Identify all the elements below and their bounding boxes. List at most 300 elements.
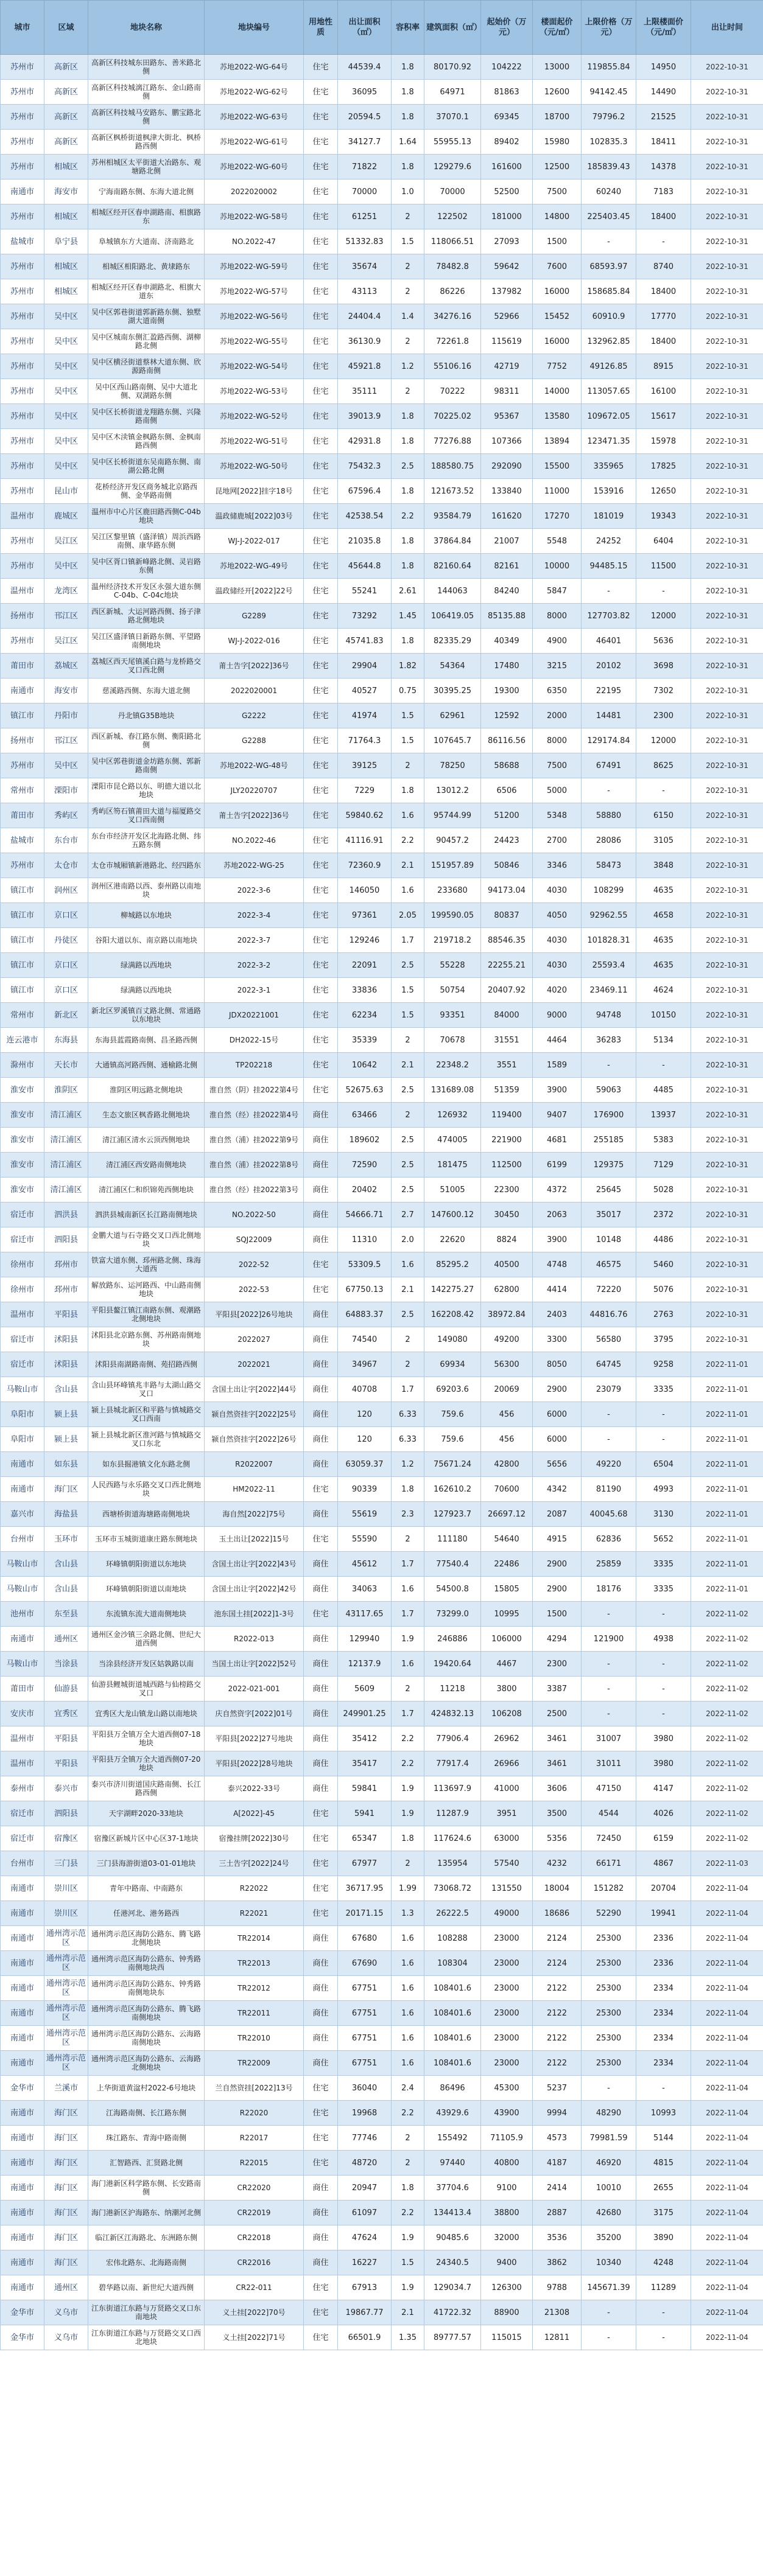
cell-parcel-code: TR22010 [205,2026,304,2051]
cell-plot-ratio: 1.8 [392,80,424,105]
cell-auction-date: 2022-11-04 [691,1901,763,1926]
cell-start-price: 45300 [481,2076,533,2101]
cell-cap-price: 18176 [582,1577,636,1602]
cell-start-price: 26966 [481,1751,533,1776]
cell-floor-start-price: 9788 [533,2275,582,2300]
cell-district: 通州湾示范区 [44,2026,88,2051]
cell-area: 67750.13 [338,1277,392,1302]
cell-auction-date: 2022-10-31 [691,928,763,953]
cell-cap-price: 158685.84 [582,279,636,304]
cell-city: 金华市 [1,2325,44,2350]
cell-floor-start-price: 2124 [533,1926,582,1951]
cell-floor-start-price: 2087 [533,1502,582,1527]
cell-district: 沭阳县 [44,1352,88,1377]
cell-area: 67913 [338,2275,392,2300]
cell-cap-price: 14481 [582,703,636,728]
cell-district: 海门区 [44,1477,88,1502]
cell-start-price: 181000 [481,204,533,229]
cell-cap-price: 123471.35 [582,429,636,454]
cell-city: 南通市 [1,1926,44,1951]
cell-floor-start-price: 12811 [533,2325,582,2350]
cell-district: 京口区 [44,903,88,928]
cell-parcel-name: 高新区科技城马安路东、鹏宝路北侧 [88,105,205,130]
cell-cap-floor-price: 3105 [636,828,691,853]
cell-plot-ratio: 2.1 [392,1277,424,1302]
cell-start-price: 4467 [481,1652,533,1677]
cell-cap-price: 25300 [582,2026,636,2051]
cell-district: 海门区 [44,2126,88,2151]
cell-plot-ratio: 1.4 [392,304,424,329]
cell-cap-floor-price: 17770 [636,304,691,329]
cell-plot-ratio: 2.2 [392,1726,424,1751]
cell-land-use: 住宅 [304,479,338,504]
cell-floor-start-price: 3606 [533,1776,582,1801]
cell-area: 34967 [338,1352,392,1377]
cell-district: 泗阳县 [44,1801,88,1826]
cell-plot-ratio: 2.1 [392,2300,424,2325]
cell-parcel-name: 环峰镇朝阳街道以东地块 [88,1552,205,1577]
cell-district: 太仓市 [44,853,88,878]
cell-cap-floor-price: 4485 [636,1078,691,1103]
cell-cap-price: 132962.85 [582,329,636,354]
table-row [1,1352,763,1377]
cell-district: 通州湾示范区 [44,1926,88,1951]
cell-land-use: 住宅 [304,728,338,753]
cell-land-use: 商住 [304,1178,338,1202]
cell-auction-date: 2022-10-31 [691,454,763,479]
table-row [1,1951,763,1976]
cell-cap-price: 40045.68 [582,1502,636,1527]
cell-building-area: 108401.6 [424,1976,481,2001]
cell-cap-floor-price: 6159 [636,1826,691,1851]
table-row [1,1277,763,1302]
cell-start-price: 23000 [481,2051,533,2076]
cell-plot-ratio: 1.5 [392,1003,424,1028]
cell-area: 189602 [338,1128,392,1153]
cell-area: 39013.9 [338,404,392,429]
cell-cap-price: - [582,778,636,803]
cell-floor-start-price: 4414 [533,1277,582,1302]
cell-start-price: 17480 [481,654,533,679]
cell-area: 19867.77 [338,2300,392,2325]
table-row [1,229,763,254]
cell-cap-price: 20102 [582,654,636,679]
cell-auction-date: 2022-11-02 [691,1776,763,1801]
cell-parcel-code: TR22013 [205,1951,304,1976]
cell-start-price: 9400 [481,2250,533,2275]
cell-floor-start-price: 6350 [533,679,582,703]
cell-start-price: 161600 [481,155,533,180]
cell-auction-date: 2022-10-31 [691,130,763,155]
cell-city: 苏州市 [1,254,44,279]
cell-city: 宿迁市 [1,1227,44,1252]
cell-district: 昆山市 [44,479,88,504]
cell-parcel-name: 丹北镇G35B地块 [88,703,205,728]
cell-district: 吴中区 [44,454,88,479]
cell-cap-floor-price: 4624 [636,978,691,1003]
cell-floor-start-price: 2124 [533,1951,582,1976]
cell-cap-price: 92962.55 [582,903,636,928]
cell-parcel-code: 苏地2022-WG-64号 [205,55,304,80]
cell-start-price: 22486 [481,1552,533,1577]
cell-building-area: 106419.05 [424,604,481,629]
cell-start-price: 84000 [481,1003,533,1028]
cell-land-use: 住宅 [304,379,338,404]
cell-area: 36130.9 [338,329,392,354]
cell-area: 48720 [338,2151,392,2176]
cell-parcel-code: R2022007 [205,1452,304,1477]
cell-floor-start-price: 18004 [533,1876,582,1901]
cell-start-price: 19300 [481,679,533,703]
cell-parcel-code: 苏地2022-WG-57号 [205,279,304,304]
cell-auction-date: 2022-11-03 [691,1851,763,1876]
cell-parcel-code: 平阳县[2022]27号地块 [205,1726,304,1751]
cell-plot-ratio: 1.8 [392,404,424,429]
table-row [1,529,763,554]
cell-city: 镇江市 [1,878,44,903]
cell-area: 22091 [338,953,392,978]
cell-building-area: 131689.08 [424,1078,481,1103]
table-row [1,1976,763,2001]
cell-start-price: 56300 [481,1352,533,1377]
cell-plot-ratio: 1.3 [392,1901,424,1926]
cell-area: 44539.4 [338,55,392,80]
cell-floor-start-price: 11000 [533,479,582,504]
cell-land-use: 住宅 [304,229,338,254]
cell-land-use: 商住 [304,1926,338,1951]
cell-start-price: 112500 [481,1153,533,1178]
cell-parcel-name: 沭阳县北京路东侧、苏州路南侧地块 [88,1327,205,1352]
cell-floor-start-price: 7752 [533,354,582,379]
cell-land-use: 住宅 [304,828,338,853]
cell-auction-date: 2022-11-01 [691,1552,763,1577]
cell-parcel-code: 苏地2022-WG-51号 [205,429,304,454]
cell-district: 丹阳市 [44,703,88,728]
cell-plot-ratio: 2 [392,1028,424,1053]
cell-building-area: 41722.32 [424,2300,481,2325]
cell-floor-start-price: 21308 [533,2300,582,2325]
cell-city: 淮安市 [1,1078,44,1103]
cell-parcel-code: R22020 [205,2101,304,2126]
cell-auction-date: 2022-10-31 [691,828,763,853]
cell-cap-floor-price: 9258 [636,1352,691,1377]
cell-district: 高新区 [44,105,88,130]
cell-district: 海盐县 [44,1502,88,1527]
cell-floor-start-price: 5348 [533,803,582,828]
cell-parcel-code: WJ-J-2022-016 [205,629,304,654]
cell-city: 金华市 [1,2076,44,2101]
table-row [1,204,763,229]
table-row [1,2176,763,2201]
cell-floor-start-price: 3862 [533,2250,582,2275]
table-row [1,1602,763,1627]
cell-start-price: 161620 [481,504,533,529]
cell-cap-price: - [582,1702,636,1726]
table-row [1,1801,763,1826]
cell-cap-floor-price: - [636,778,691,803]
cell-floor-start-price: 2122 [533,2051,582,2076]
cell-building-area: 127923.7 [424,1502,481,1527]
cell-building-area: 759.6 [424,1402,481,1427]
cell-cap-price: 36283 [582,1028,636,1053]
cell-parcel-name: 东台市经济开发区北海路北侧、纬五路东侧 [88,828,205,853]
cell-start-price: 3551 [481,1053,533,1078]
cell-cap-floor-price: 2334 [636,1976,691,2001]
cell-parcel-code: 三土告字[2022]24号 [205,1851,304,1876]
cell-district: 通州区 [44,1627,88,1652]
cell-land-use: 商住 [304,2051,338,2076]
cell-building-area: 69203.6 [424,1377,481,1402]
cell-district: 海门区 [44,2201,88,2225]
cell-building-area: 759.6 [424,1427,481,1452]
cell-cap-floor-price: 7129 [636,1153,691,1178]
cell-cap-floor-price: 3335 [636,1377,691,1402]
cell-parcel-code: 苏地2022-WG-49号 [205,554,304,579]
cell-city: 阜阳市 [1,1427,44,1452]
cell-district: 通州区 [44,2275,88,2300]
table-row [1,1702,763,1726]
cell-start-price: 119400 [481,1103,533,1128]
cell-auction-date: 2022-10-31 [691,529,763,554]
cell-parcel-name: 珠江路东、青海中路南侧 [88,2126,205,2151]
cell-parcel-name: 江东街道江东路与万贤路交叉口西北地块 [88,2325,205,2350]
table-row [1,604,763,629]
table-row [1,1577,763,1602]
cell-city: 南通市 [1,2026,44,2051]
cell-parcel-name: 相城区经开区春申湖路南、相旗路东 [88,204,205,229]
cell-start-price: 456 [481,1427,533,1452]
cell-cap-floor-price: 6150 [636,803,691,828]
cell-parcel-name: 江海路南侧、长江路东侧 [88,2101,205,2126]
cell-floor-start-price: 2300 [533,1652,582,1677]
cell-cap-floor-price: 2655 [636,2176,691,2201]
cell-parcel-name: 含山县环峰镇兆丰路与太湖山路交叉口 [88,1377,205,1402]
cell-parcel-name: 宿豫区新城片区中心区37-1地块 [88,1826,205,1851]
cell-area: 67751 [338,1976,392,2001]
table-row [1,180,763,204]
cell-land-use: 住宅 [304,903,338,928]
table-row [1,2026,763,2051]
cell-area: 55619 [338,1502,392,1527]
cell-building-area: 90485.6 [424,2225,481,2250]
cell-area: 61251 [338,204,392,229]
cell-parcel-name: 谷阳大道以东、南京路以南地块 [88,928,205,953]
cell-start-price: 62800 [481,1277,533,1302]
cell-parcel-code: R22015 [205,2151,304,2176]
cell-floor-start-price: 6199 [533,1153,582,1178]
cell-plot-ratio: 2.5 [392,1128,424,1153]
cell-building-area: 34276.16 [424,304,481,329]
cell-parcel-name: 新北区罗溪镇百丈路北侧、常通路以东地块 [88,1003,205,1028]
table-row [1,404,763,429]
cell-parcel-code: 2022-3-4 [205,903,304,928]
cell-start-price: 80837 [481,903,533,928]
cell-cap-floor-price: - [636,229,691,254]
cell-city: 莆田市 [1,654,44,679]
cell-auction-date: 2022-11-04 [691,2201,763,2225]
cell-area: 34063 [338,1577,392,1602]
cell-auction-date: 2022-11-04 [691,2151,763,2176]
cell-area: 20402 [338,1178,392,1202]
cell-floor-start-price: 2122 [533,2001,582,2026]
cell-cap-price: - [582,1427,636,1452]
cell-land-use: 住宅 [304,130,338,155]
cell-district: 吴中区 [44,379,88,404]
cell-area: 24404.4 [338,304,392,329]
cell-floor-start-price: 12500 [533,155,582,180]
cell-parcel-name: 吴中区胥口镇新峰路北侧、灵岩路东侧 [88,554,205,579]
cell-land-use: 住宅 [304,180,338,204]
cell-floor-start-price: 7600 [533,254,582,279]
cell-city: 南通市 [1,1901,44,1926]
cell-district: 海门区 [44,2101,88,2126]
cell-building-area: 54364 [424,654,481,679]
cell-floor-start-price: 7500 [533,180,582,204]
cell-cap-price: 47150 [582,1776,636,1801]
cell-cap-price: 66171 [582,1851,636,1876]
table-row [1,1926,763,1951]
cell-district: 崇川区 [44,1901,88,1926]
cell-cap-price: 10010 [582,2176,636,2201]
cell-parcel-name: 清江浦区西安路南侧地块 [88,1153,205,1178]
cell-start-price: 20407.92 [481,978,533,1003]
cell-cap-price: - [582,579,636,604]
cell-district: 东台市 [44,828,88,853]
cell-building-area: 129279.6 [424,155,481,180]
cell-plot-ratio: 2.5 [392,1178,424,1202]
cell-parcel-name: 通州湾示范区海防公路东、钟秀路南侧地块东 [88,1976,205,2001]
cell-cap-floor-price: 2336 [636,1926,691,1951]
cell-parcel-code: 淮自然（经）挂2022第3号 [205,1178,304,1202]
cell-start-price: 40500 [481,1252,533,1277]
cell-plot-ratio: 1.5 [392,703,424,728]
cell-parcel-name: 秀屿区笏石镇莆田大道与福厦路交叉口西南侧 [88,803,205,828]
cell-parcel-name: 平阳县万全镇万全大道西侧07-18地块 [88,1726,205,1751]
cell-district: 吴中区 [44,404,88,429]
cell-plot-ratio: 1.5 [392,2250,424,2275]
cell-parcel-name: 苏州相城区太平街道大冶路东、观塘路北侧 [88,155,205,180]
cell-floor-start-price: 3536 [533,2225,582,2250]
cell-area: 75432.3 [338,454,392,479]
cell-floor-start-price: 5548 [533,529,582,554]
cell-area: 59840.62 [338,803,392,828]
cell-floor-start-price: 2500 [533,1702,582,1726]
cell-parcel-code: JLY20220707 [205,778,304,803]
cell-district: 吴江区 [44,529,88,554]
cell-land-use: 住宅 [304,2101,338,2126]
cell-building-area: 43929.6 [424,2101,481,2126]
cell-district: 京口区 [44,953,88,978]
cell-building-area: 77540.4 [424,1552,481,1577]
cell-area: 63466 [338,1103,392,1128]
cell-district: 高新区 [44,130,88,155]
table-row [1,1851,763,1876]
cell-parcel-name: 荔城区西天尾镇溪白路与龙桥路交叉口西北侧 [88,654,205,679]
cell-parcel-name: 淮阴区明远路北侧地块 [88,1078,205,1103]
cell-floor-start-price: 4372 [533,1178,582,1202]
cell-land-use: 商住 [304,1227,338,1252]
cell-parcel-code: 池东国土挂[2022]1-3号 [205,1602,304,1627]
cell-parcel-code: TR22009 [205,2051,304,2076]
cell-cap-price: - [582,1053,636,1078]
cell-land-use: 住宅 [304,604,338,629]
cell-parcel-code: 2022-3-1 [205,978,304,1003]
cell-plot-ratio: 1.5 [392,978,424,1003]
cell-cap-price: 25300 [582,1951,636,1976]
cell-parcel-name: 天宇湖畔2020-33地块 [88,1801,205,1826]
cell-city: 苏州市 [1,55,44,80]
cell-building-area: 162208.42 [424,1302,481,1327]
cell-plot-ratio: 1.9 [392,2275,424,2300]
cell-start-price: 104222 [481,55,533,80]
cell-cap-floor-price: 8625 [636,753,691,778]
cell-cap-price: 129174.84 [582,728,636,753]
cell-land-use: 商住 [304,1128,338,1153]
cell-start-price: 42800 [481,1452,533,1477]
cell-land-use: 住宅 [304,803,338,828]
table-row [1,903,763,928]
cell-district: 溧阳市 [44,778,88,803]
cell-cap-price: 46401 [582,629,636,654]
cell-floor-start-price: 4030 [533,953,582,978]
cell-plot-ratio: 1.9 [392,1776,424,1801]
cell-city: 温州市 [1,1302,44,1327]
cell-parcel-name: 溧阳市昆仑路以东、明德大道以北地块 [88,778,205,803]
cell-parcel-name: 人民西路与永乐路交叉口西北侧地块 [88,1477,205,1502]
cell-cap-price: 25593.4 [582,953,636,978]
cell-parcel-name: 平阳县万全镇万全大道西侧07-20地块 [88,1751,205,1776]
cell-city: 南通市 [1,1976,44,2001]
table-row [1,1103,763,1128]
cell-cap-floor-price: 3335 [636,1577,691,1602]
cell-area: 35111 [338,379,392,404]
cell-start-price: 95367 [481,404,533,429]
cell-plot-ratio: 2 [392,1527,424,1552]
cell-cap-price: 28086 [582,828,636,853]
cell-parcel-name: 当涂县经济开发区姑孰路以南 [88,1652,205,1677]
cell-building-area: 108401.6 [424,2051,481,2076]
cell-floor-start-price: 12600 [533,80,582,105]
cell-cap-price: 94142.45 [582,80,636,105]
cell-parcel-code: 颍自然资挂字[2022]25号 [205,1402,304,1427]
cell-parcel-code: 义土挂[2022]71号 [205,2325,304,2350]
cell-district: 东至县 [44,1602,88,1627]
cell-cap-floor-price: 3848 [636,853,691,878]
cell-cap-price: 101828.31 [582,928,636,953]
header-cap-price: 上限价格（万元） [582,1,636,55]
cell-area: 5609 [338,1677,392,1702]
cell-plot-ratio: 2.5 [392,1153,424,1178]
cell-area: 67977 [338,1851,392,1876]
cell-area: 63059.37 [338,1452,392,1477]
cell-city: 苏州市 [1,454,44,479]
cell-building-area: 117624.6 [424,1826,481,1851]
cell-city: 南通市 [1,1452,44,1477]
cell-plot-ratio: 1.7 [392,928,424,953]
cell-cap-price: 72450 [582,1826,636,1851]
cell-cap-price: - [582,229,636,254]
cell-district: 吴中区 [44,753,88,778]
cell-city: 苏州市 [1,80,44,105]
cell-area: 53309.5 [338,1252,392,1277]
cell-cap-floor-price: 19343 [636,504,691,529]
cell-district: 清江浦区 [44,1153,88,1178]
cell-floor-start-price: 4020 [533,978,582,1003]
table-row [1,1627,763,1652]
cell-auction-date: 2022-11-04 [691,2001,763,2026]
cell-cap-price: 60240 [582,180,636,204]
cell-cap-price: 52290 [582,1901,636,1926]
